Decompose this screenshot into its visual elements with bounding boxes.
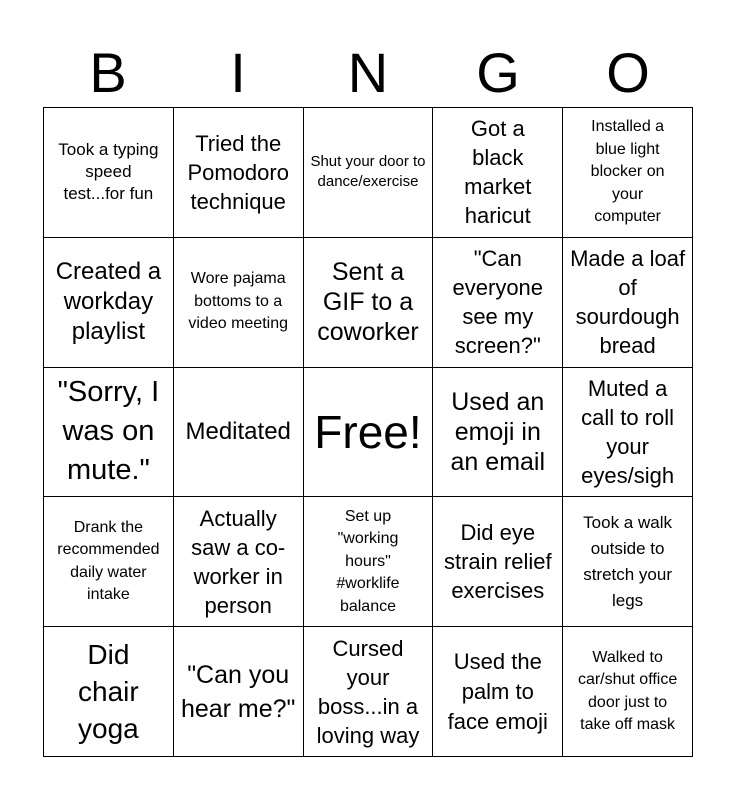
cell-text: Took a walk outside to stretch your legs — [583, 512, 672, 610]
header-letter-n: N — [347, 41, 389, 104]
bingo-cell[interactable] — [433, 368, 563, 498]
free-space[interactable] — [304, 368, 434, 498]
header-letter-g: G — [476, 41, 520, 104]
bingo-cell[interactable] — [174, 108, 304, 238]
cell-text: Free! — [314, 405, 422, 458]
bingo-cell[interactable] — [44, 627, 174, 757]
cell-text: Cursed your boss...in a loving way — [316, 635, 420, 748]
cell-text: Walked to car/shut office door just to take off mask — [577, 648, 678, 734]
cell-text: Shut your door to dance/exercise — [310, 153, 426, 191]
cell-text: "Can everyone see my screen?" — [452, 246, 544, 359]
bingo-board — [43, 107, 693, 757]
bingo-cell[interactable] — [304, 108, 434, 238]
bingo-cell[interactable] — [44, 238, 174, 368]
cell-text: Got a black market haricut — [464, 116, 532, 229]
cell-text: Made a loaf of sourdough bread — [570, 246, 686, 359]
bingo-cell[interactable] — [304, 238, 434, 368]
bingo-cell[interactable] — [433, 238, 563, 368]
cell-text: Wore pajama bottoms to a video meeting — [188, 270, 288, 333]
cell-text: Meditated — [185, 417, 291, 445]
bingo-cell[interactable] — [174, 627, 304, 757]
bingo-cell[interactable] — [433, 627, 563, 757]
bingo-cell[interactable] — [304, 627, 434, 757]
bingo-header — [43, 40, 693, 106]
cell-text: Actually saw a co-worker in person — [191, 505, 286, 618]
cell-text: Tried the Pomodoro technique — [187, 130, 289, 214]
header-letter-b: B — [89, 41, 127, 104]
bingo-cell[interactable] — [563, 368, 693, 498]
bingo-cell[interactable] — [563, 497, 693, 627]
bingo-cell[interactable] — [563, 108, 693, 238]
cell-text: Installed a blue light blocker on your computer — [590, 118, 665, 226]
bingo-cell[interactable] — [174, 497, 304, 627]
bingo-cell[interactable] — [44, 108, 174, 238]
cell-text: Did eye strain relief exercises — [443, 520, 552, 604]
bingo-cell[interactable] — [174, 238, 304, 368]
bingo-cell[interactable] — [174, 368, 304, 498]
cell-text: Created a workday playlist — [55, 258, 162, 346]
cell-text: Used the palm to face emoji — [447, 648, 548, 734]
cell-text: Sent a GIF to a coworker — [317, 258, 419, 347]
cell-text: Muted a call to roll your eyes/sigh — [581, 375, 675, 488]
bingo-cell[interactable] — [433, 108, 563, 238]
cell-text: Used an emoji in an email — [450, 387, 546, 476]
bingo-cell[interactable] — [44, 497, 174, 627]
cell-text: Did chair yoga — [78, 639, 139, 745]
bingo-cell[interactable] — [563, 627, 693, 757]
cell-text: Took a typing speed test...for fun — [58, 140, 159, 204]
bingo-cell[interactable] — [44, 368, 174, 498]
bingo-cell[interactable] — [563, 238, 693, 368]
cell-text: Drank the recommended daily water intake — [57, 518, 160, 604]
cell-text: "Can you hear me?" — [180, 660, 296, 723]
header-letter-o: O — [606, 41, 650, 104]
header-letter-i: I — [230, 41, 246, 104]
cell-text: "Sorry, I was on mute." — [57, 376, 160, 487]
cell-text: Set up "working hours" #worklife balance — [336, 507, 400, 615]
bingo-cell[interactable] — [433, 497, 563, 627]
bingo-cell[interactable] — [304, 497, 434, 627]
